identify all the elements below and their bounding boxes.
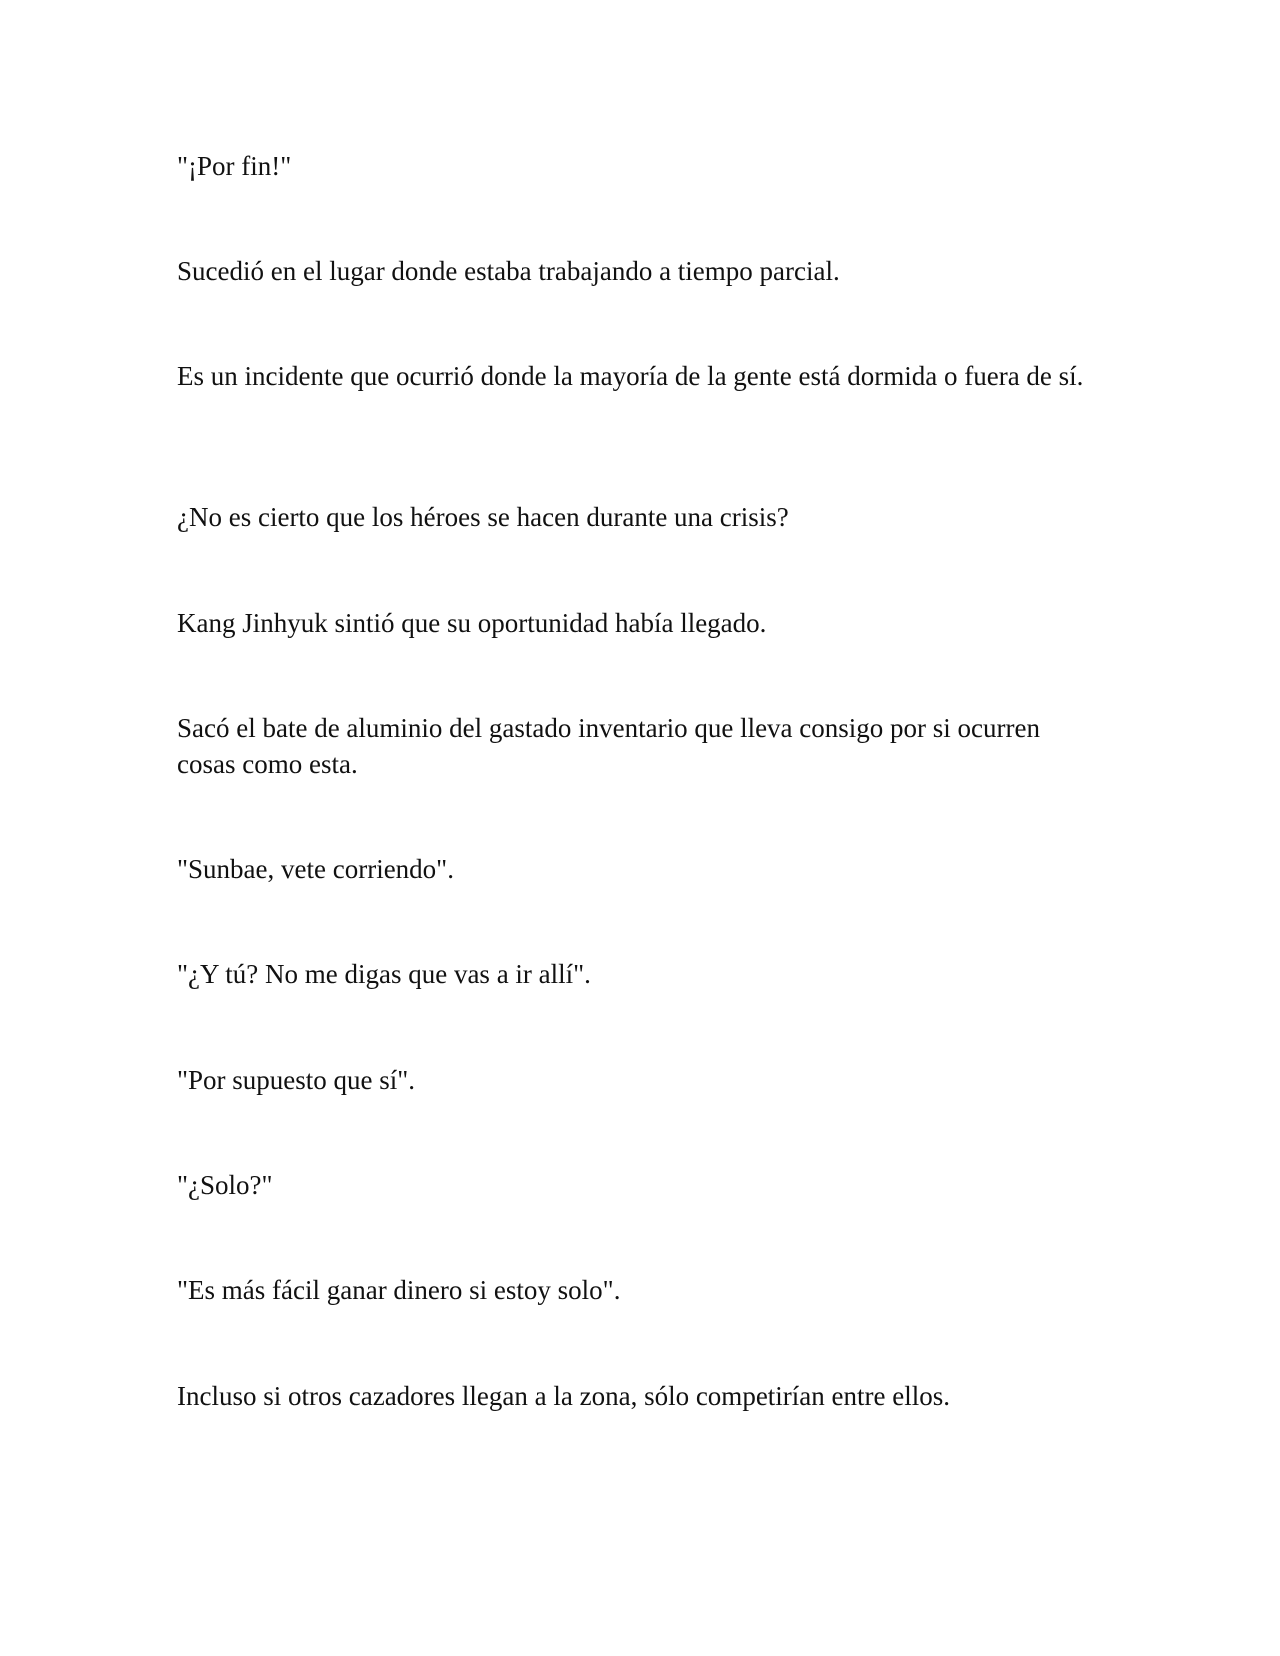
paragraph: "Es más fácil ganar dinero si estoy solo". [177, 1275, 621, 1305]
paragraph: "¿Y tú? No me digas que vas a ir allí". [177, 959, 591, 989]
paragraph: "Por supuesto que sí". [177, 1065, 416, 1095]
paragraph: "¿Solo?" [177, 1170, 273, 1200]
paragraph: Es un incidente que ocurrió donde la mayoría de la gente está dormida o fuera de sí. [177, 361, 1084, 391]
paragraph: Sacó el bate de aluminio del gastado inventario que lleva consigo por si ocurren cosas como esta. [177, 713, 1040, 779]
paragraph: Incluso si otros cazadores llegan a la zona, sólo competirían entre ellos. [177, 1381, 950, 1411]
paragraph: Sucedió en el lugar donde estaba trabajando a tiempo parcial. [177, 256, 840, 286]
paragraph: "Sunbae, vete corriendo". [177, 854, 454, 884]
paragraph: ¿No es cierto que los héroes se hacen durante una crisis? [177, 502, 789, 532]
paragraph: Kang Jinhyuk sintió que su oportunidad había llegado. [177, 608, 767, 638]
paragraph: "¡Por fin!" [177, 151, 292, 181]
